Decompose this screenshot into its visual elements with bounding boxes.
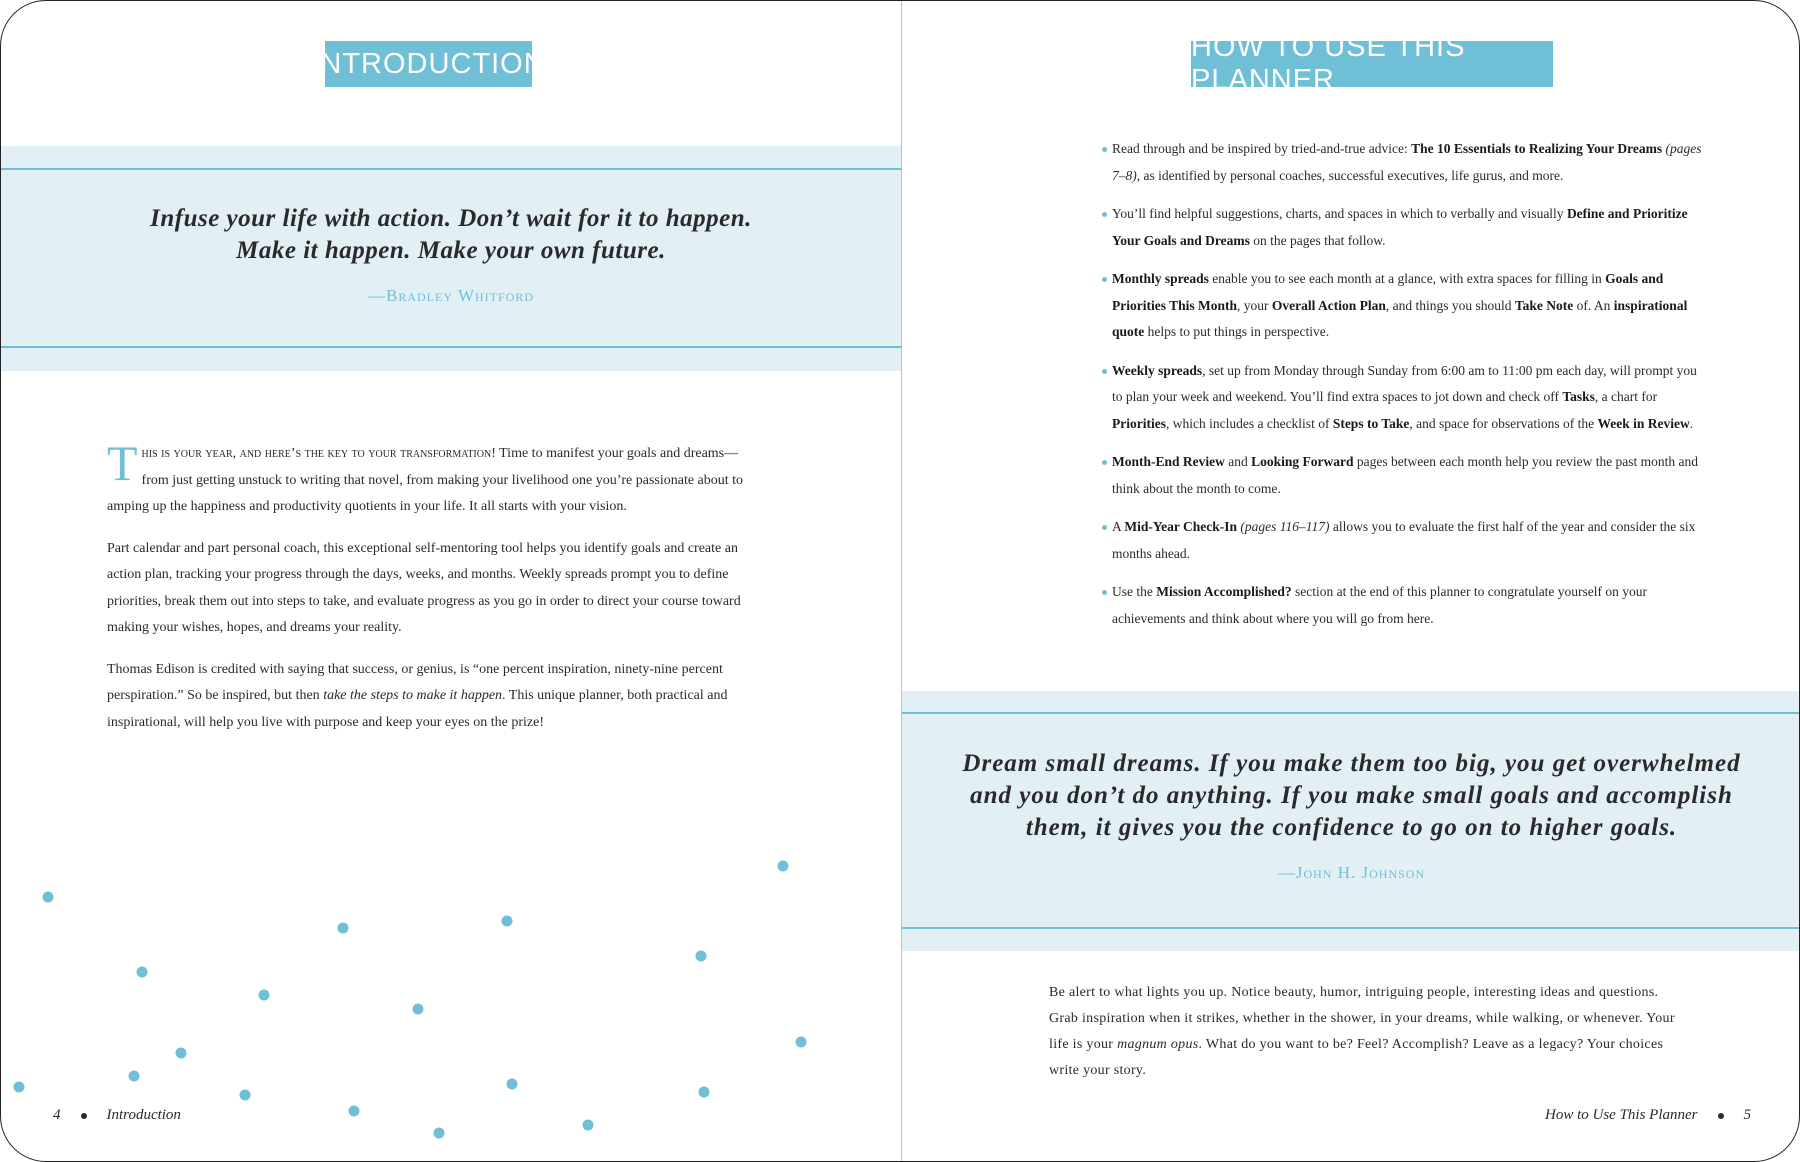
page-title: HOW TO USE THIS PLANNER <box>1191 41 1553 87</box>
dot <box>434 1128 445 1139</box>
dot <box>413 1004 424 1015</box>
emphasis: take the steps to make it happen <box>323 688 503 703</box>
quote-band <box>1 146 901 371</box>
dot <box>240 1090 251 1101</box>
right-page <box>902 1 1800 1162</box>
section-name: How to Use This Planner <box>1544 1107 1698 1123</box>
quote-author: —Bradley Whitford <box>368 286 534 305</box>
paragraph: Part calendar and part personal coach, this exceptional self-mentoring tool helps you identify goals and create an action plan, tracking your progress through the days, weeks, and months. Weekly spreads prompt you to define priorities, break them out into steps to take, and evaluate progress as you go in order to direct your course toward making your wishes, hopes, and dreams your reality. <box>107 540 741 635</box>
quote-line: them, it gives you the confidence to go on to higher goals. <box>1025 814 1678 841</box>
paragraph-text: Thomas Edison is credited with saying that success, or genius, is “one percent inspiration, ninety-nine percent perspiration.” So be inspired, but then <box>107 661 723 703</box>
dot <box>43 892 54 903</box>
closing-paragraph: Be alert to what lights you up. Notice beauty, humor, intriguing people, interesting ideas and questions. Grab inspiration when it strikes, whether in the shower, in your dreams, while walking, or whenever. Your life is your magnum opus. What do you want to be? Feel? Accomplish? Leave as a legacy? Your choices write your story. <box>1049 985 1675 1078</box>
list-item: Use the Mission Accomplished? section at the end of this planner to congratulate yourself on your achievements and think about where you will go from here. <box>1102 579 1702 632</box>
dot <box>699 1087 710 1098</box>
page-number: 4 <box>53 1107 61 1123</box>
dot <box>696 951 707 962</box>
dot <box>349 1106 360 1117</box>
quote-line: Make it happen. Make your own future. <box>236 237 666 264</box>
lead-in: his is your year, and here’s the key to your transformation! <box>141 446 496 461</box>
quote-rule-bottom <box>1 346 901 348</box>
quote-line: Infuse your life with action. Don’t wait for it to happen. <box>150 205 752 232</box>
paragraph-text: Time to manifest your goals and dreams—from just getting unstuck to writing that novel, from making your livelihood one you’re passionate about to amping up the happiness and productivity quotients in your life. It all starts with your vision. <box>107 446 744 514</box>
page-footer <box>53 1107 181 1124</box>
section-name: Introduction <box>106 1107 181 1123</box>
quote-band <box>902 691 1800 951</box>
quote-rule-top <box>902 712 1800 714</box>
paragraph <box>107 657 757 737</box>
dot <box>176 1048 187 1059</box>
dot <box>338 923 349 934</box>
dot <box>259 990 270 1001</box>
quote-text <box>1 203 901 267</box>
list-item: Monthly spreads enable you to see each month at a glance, with extra spaces for filling in Goals and Priorities This Month, your Overall Action Plan, and things you should Take Note of. An inspirational quote helps to put things in perspective. <box>1102 266 1702 346</box>
list-item: You’ll find helpful suggestions, charts, and spaces in which to verbally and visually Define and Prioritize Your Goals and Dreams on the pages that follow. <box>1102 201 1702 254</box>
quote-text <box>902 748 1800 844</box>
quote-line: Dream small dreams. If you make them too big, you get overwhelmed <box>962 750 1741 777</box>
quote-rule-bottom <box>902 927 1800 929</box>
drop-cap: T <box>107 435 138 491</box>
page-number: 5 <box>1743 1107 1751 1123</box>
paragraph-text: . This unique planner, both practical and inspirational, will help you live with purpose and keep your eyes on the prize! <box>107 688 728 730</box>
quote-line: and you don’t do anything. If you make small goals and accomplish <box>970 782 1733 809</box>
dot <box>778 861 789 872</box>
list-item: Weekly spreads, set up from Monday through Sunday from 6:00 am to 11:00 pm each day, will prompt you to plan your week and weekend. You’ll find extra spaces to jot down and check off Tasks, a chart for Priorities, which includes a checklist of Steps to Take, and space for observations of the Week in Review. <box>1102 358 1702 438</box>
dot <box>796 1037 807 1048</box>
list-item: Month-End Review and Looking Forward pages between each month help you review the past month and think about the month to come. <box>1102 449 1702 502</box>
list-item: Read through and be inspired by tried-and-true advice: The 10 Essentials to Realizing Your Dreams (pages 7–8), as identified by personal coaches, successful executives, life gurus, and more. <box>1102 136 1702 189</box>
dot <box>502 916 513 927</box>
bullet-separator-icon <box>81 1113 87 1119</box>
dot <box>137 967 148 978</box>
quote-author: —John H. Johnson <box>1277 863 1426 882</box>
instruction-list <box>1102 136 1702 644</box>
dot <box>129 1071 140 1082</box>
page-footer <box>1545 1107 1751 1124</box>
dot <box>583 1120 594 1131</box>
quote-rule-top <box>1 168 901 170</box>
paragraph <box>107 435 757 521</box>
intro-body <box>107 435 757 751</box>
page-title: INTRODUCTION <box>325 41 532 87</box>
dot <box>14 1082 25 1093</box>
left-page <box>1 1 901 1162</box>
list-item: A Mid-Year Check-In (pages 116–117) allows you to evaluate the first half of the year and consider the six months ahead. <box>1102 514 1702 567</box>
bullet-separator-icon <box>1718 1113 1724 1119</box>
dot <box>507 1079 518 1090</box>
